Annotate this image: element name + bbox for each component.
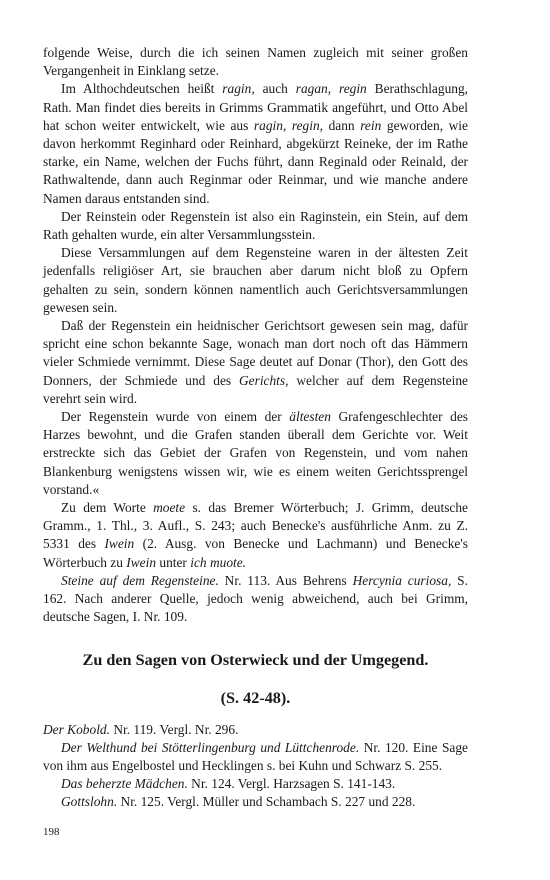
entry-gottslohn xyxy=(43,793,468,811)
text-span: S. 162. Nach anderer Quelle, jedoch wenig abweichend, auch bei Grimm, deutsche Sagen, I. Nr. 109. xyxy=(43,572,468,625)
text-span: Grafengeschlechter des Harzes bewohnt, und die Grafen standen überall dem Gerichte vor. Weit erstreckte sich das Gebiet der Grafen von Regenstein, und vom nahen Blankenburg wenigstens wissen wir, wie es einem weiten Gerichtssprengel vorstand.« xyxy=(43,409,468,497)
paragraph-1: folgende Weise, durch die ich seinen Namen zugleich mit seiner großen Vergangenheit in Einklang setze. xyxy=(43,45,468,79)
text-span: dann xyxy=(323,117,361,133)
text-span: Zu dem Worte xyxy=(61,500,154,516)
paragraph-2 xyxy=(43,80,468,207)
text-span: Berathschlagung, Rath. Man findet dies bereits in Grimms Grammatik angeführt, und Otto Abel hat schon weiter entwickelt, wie aus xyxy=(43,81,468,133)
entry-welthund xyxy=(43,739,468,775)
entry-text: Nr. 125. Vergl. Müller und Schambach S. 227 und 228. xyxy=(117,794,416,810)
italic-term: ragin, regin, xyxy=(253,117,323,133)
text-span: Nr. 113. Aus Behrens xyxy=(218,572,353,588)
text-span: Im Althochdeutschen heißt xyxy=(61,81,223,97)
entry-text: Nr. 124. Vergl. Harzsagen S. 141-143. xyxy=(187,776,396,792)
italic-title: Steine auf dem Regensteine. xyxy=(61,572,219,588)
text-span: auch xyxy=(254,81,296,97)
text-span: welcher auf dem Regensteine verehrt sein wird. xyxy=(43,372,468,406)
italic-term: Iwein xyxy=(126,554,157,570)
text-span: unter xyxy=(156,554,191,570)
entry-maedchen xyxy=(43,775,468,793)
italic-term: Gerichts, xyxy=(239,372,289,388)
section-entries xyxy=(43,721,468,812)
entry-text: Nr. 120. Eine Sage von ihm aus Engelbostel und Hecklingen s. bei Kuhn und Schwarz S. 255. xyxy=(43,739,468,773)
italic-term: ältesten xyxy=(289,409,331,425)
section-heading: Zu den Sagen von Osterwieck und der Umgegend. xyxy=(82,650,429,669)
entry-title: Gottslohn. xyxy=(61,794,118,810)
paragraph-4: Diese Versammlungen auf dem Regensteine waren in der ältesten Zeit jedenfalls religiöser Art, sie brauchen aber darum nicht bloß zu Opfern gehalten zu sein, sondern können namentlich auch Gerichtsversammlungen gewesen sein. xyxy=(43,245,468,315)
paragraph-5 xyxy=(43,317,468,408)
body-text xyxy=(43,44,468,627)
page-number: 198 xyxy=(43,826,60,838)
paragraph-3: Der Reinstein oder Regenstein ist also ein Raginstein, ein Stein, auf dem Rath gehalten wurde, ein alter Versammlungsstein. xyxy=(43,208,468,243)
paragraph-6 xyxy=(43,408,468,499)
text-span: geworden, wie davon herkommt Reginhard oder Reinhard, abgekürzt Reineke, der im Rathe starke, ein Name, welchen der Fuchs führt, dann Reginald oder Reinald, der Rathwaltende, dann auch Reginmar oder Reinmar, und wie manche andere Namen daraus entstanden sind. xyxy=(43,117,468,206)
italic-term: Hercynia curiosa, xyxy=(352,572,452,588)
entry-title: Der Welthund bei Stötterlingenburg und Lüttchenrode. xyxy=(61,739,360,755)
paragraph-8 xyxy=(43,572,468,627)
italic-term: ragin, xyxy=(222,81,255,97)
section-subheading: (S. 42-48). xyxy=(220,688,291,707)
italic-term: rein xyxy=(360,117,382,133)
text-span: Daß der Regenstein ein heidnischer Gerichtsort gewesen sein mag, dafür spricht eine schon bekannte Sage, wonach man dort noch oft das Hämmern vieler Schmiede vernimmt. Diese Sage deutet auf Donar (Thor), den Gott des Donners, der Schmiede und des xyxy=(43,318,468,388)
italic-term: ich muote. xyxy=(190,554,247,570)
text-span: s. das Bremer Wörterbuch; J. Grimm, deutsche Gramm., 1. Thl., 3. Aufl., S. 243; auch Benecke's ausführliche Anm. zu Z. 5331 des xyxy=(43,500,468,552)
text-span: Der Regenstein wurde von einem der xyxy=(61,409,290,425)
italic-term: moete xyxy=(153,500,186,516)
entry-title: Das beherzte Mädchen. xyxy=(61,776,188,792)
entry-title: Der Kobold. xyxy=(43,721,110,737)
entry-kobold xyxy=(43,721,468,739)
entry-text: Nr. 119. Vergl. Nr. 296. xyxy=(109,721,239,737)
italic-term: ragan, regin xyxy=(295,81,367,97)
italic-term: Iwein xyxy=(104,536,135,552)
paragraph-7 xyxy=(43,499,468,572)
text-span: (2. Ausg. von Benecke und Lachmann) und Benecke's Wörterbuch zu xyxy=(43,536,468,570)
page-content xyxy=(43,44,468,812)
